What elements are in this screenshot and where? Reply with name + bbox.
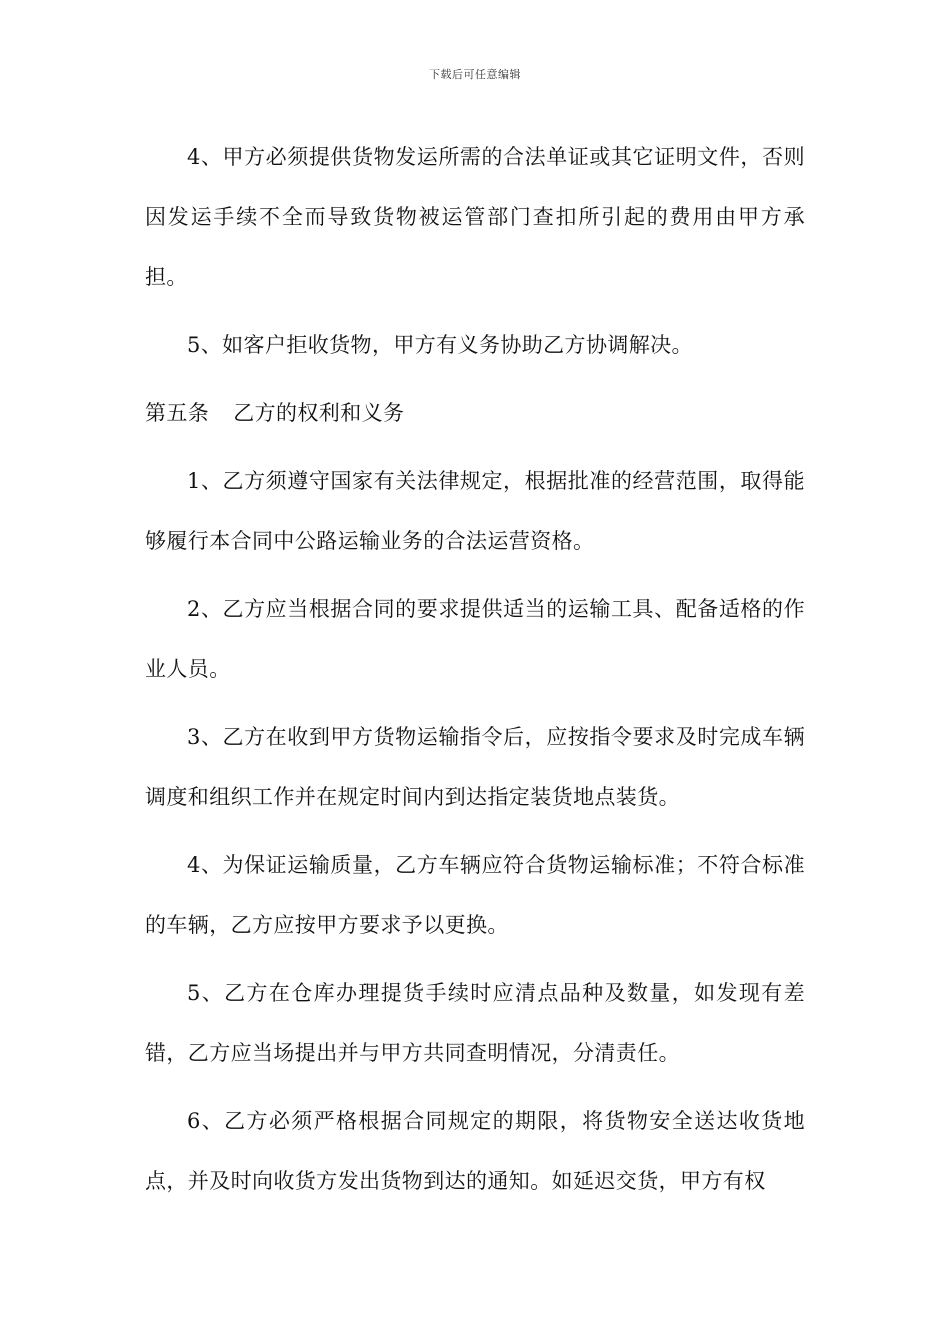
section-heading <box>145 383 805 443</box>
section-number: 第五条 <box>145 401 210 425</box>
page-header: 下载后可任意编辑 <box>429 68 521 81</box>
section-title: 乙方的权利和义务 <box>233 401 405 425</box>
paragraph-party-b-2: 2、乙方应当根据合同的要求提供适当的运输工具、配备适格的作业人员。 <box>145 597 805 681</box>
paragraph-party-b-1: 1、乙方须遵守国家有关法律规定，根据批准的经营范围，取得能够履行本合同中公路运输业务的合法运营资格。 <box>145 469 805 553</box>
paragraph-party-b-6: 6、乙方必须严格根据合同规定的期限，将货物安全送达收货地点，并及时向收货方发出货物到达的通知。如延迟交货，甲方有权 <box>145 1109 805 1193</box>
paragraph-party-b-5: 5、乙方在仓库办理提货手续时应清点品种及数量，如发现有差错，乙方应当场提出并与甲方共同查明情况，分清责任。 <box>145 981 805 1065</box>
paragraph-party-b-4: 4、为保证运输质量，乙方车辆应符合货物运输标准；不符合标准的车辆，乙方应按甲方要求予以更换。 <box>145 853 805 937</box>
paragraph-party-b-3: 3、乙方在收到甲方货物运输指令后，应按指令要求及时完成车辆调度和组织工作并在规定时间内到达指定装货地点装货。 <box>145 725 805 809</box>
document-body <box>145 127 805 1219</box>
paragraph-party-a-5: 5、如客户拒收货物，甲方有义务协助乙方协调解决。 <box>187 333 693 357</box>
paragraph-party-a-4: 4、甲方必须提供货物发运所需的合法单证或其它证明文件，否则因发运手续不全而导致货物被运管部门查扣所引起的费用由甲方承担。 <box>145 145 805 289</box>
